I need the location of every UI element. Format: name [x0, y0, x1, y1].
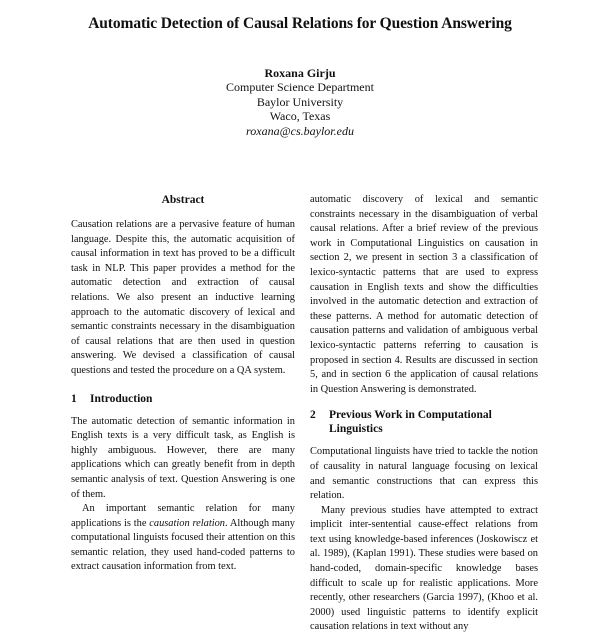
intro-continuation: automatic discovery of lexical and semantic constraints necessary in the disambiguation of verbal causal relations. After a brief review of the previous work in Computational Linguistics on causation in section 2, we present in section 3 a classification of lexico-syntactic patterns that are used to express causation in English texts and show the difficulties involved in the automatic detection and extraction of these patterns. A method for automatic detection of causation patterns and validation of ambiguous verbal lexico-syntactic patterns referring to causation is proposed in section 4. Results are discussed in section 5, and in section 6 the application of causal relations in Question Answering is demonstrated. [310, 194, 538, 395]
author-department: Computer Science Department [226, 80, 374, 95]
section-1-title: Introduction [90, 392, 153, 405]
intro-p2-end: . Although many computational linguists focused their attention on this semantic relation, they used hand-coded patterns to extract causation information from text. [71, 517, 295, 573]
author-university: Baylor University [256, 94, 344, 109]
right-column [310, 193, 538, 635]
section-2-paragraph-2: Many previous studies have attempted to extract implicit inter-sentential cause-effect relations from text using knowledge-based inferences (Joskowiscz et al. 1989), (Kaplan 1991). These studies were based on hand-coded, domain-specific knowledge bases difficult to scale up for realistic applications. More recently, other researchers (Garcia 1997), (Khoo et al. 2000) used linguistic patterns to identify explicit causation relations in text without any [310, 504, 538, 633]
intro-paragraph-2 [71, 502, 295, 575]
author-name: Roxana Girju [264, 66, 336, 80]
section-2-paragraph-1: Computational linguists have tried to tackle the notion of causality in natural language focusing on lexical and semantic constructions that can express this relation. [310, 446, 538, 502]
section-2-title-line-2: Linguistics [329, 423, 383, 436]
paper-title: Automatic Detection of Causal Relations for Question Answering [88, 15, 512, 32]
section-2-number: 2 [310, 409, 316, 422]
section-2-heading [310, 408, 538, 436]
author-email[interactable]: roxana@cs.baylor.edu [246, 123, 354, 138]
intro-p2-start: An important semantic relation for many applications is the [71, 503, 295, 529]
section-2-title-line-1: Previous Work in Computational [329, 409, 492, 422]
author-block [0, 66, 600, 138]
abstract-heading: Abstract [161, 194, 205, 206]
section-1-number: 1 [71, 392, 77, 405]
intro-paragraph-1: The automatic detection of semantic information in English texts is a very difficult task, as English is highly ambiguous. However, there are many applications which can greatly benefit from in depth semantic analysis of text. Question Answering is one of them. [71, 415, 295, 500]
left-column [71, 193, 295, 575]
intro-p2-emphasis: causation relation [149, 517, 225, 529]
section-2-title [329, 408, 492, 436]
section-1-heading [71, 392, 295, 406]
abstract-text: Causation relations are a pervasive feature of human language. Despite this, the automatic acquisition of causal information in text has proved to be a difficult task in NLP. This paper provides a method for the automatic detection and extraction of causal relations. We also present an inductive learning approach to the automatic discovery of lexical and semantic constraints necessary in the disambiguation of causal relations that are then used in question answering. We devised a classification of causal questions and tested the procedure on a QA system. [71, 219, 295, 376]
author-location: Waco, Texas [269, 109, 331, 124]
